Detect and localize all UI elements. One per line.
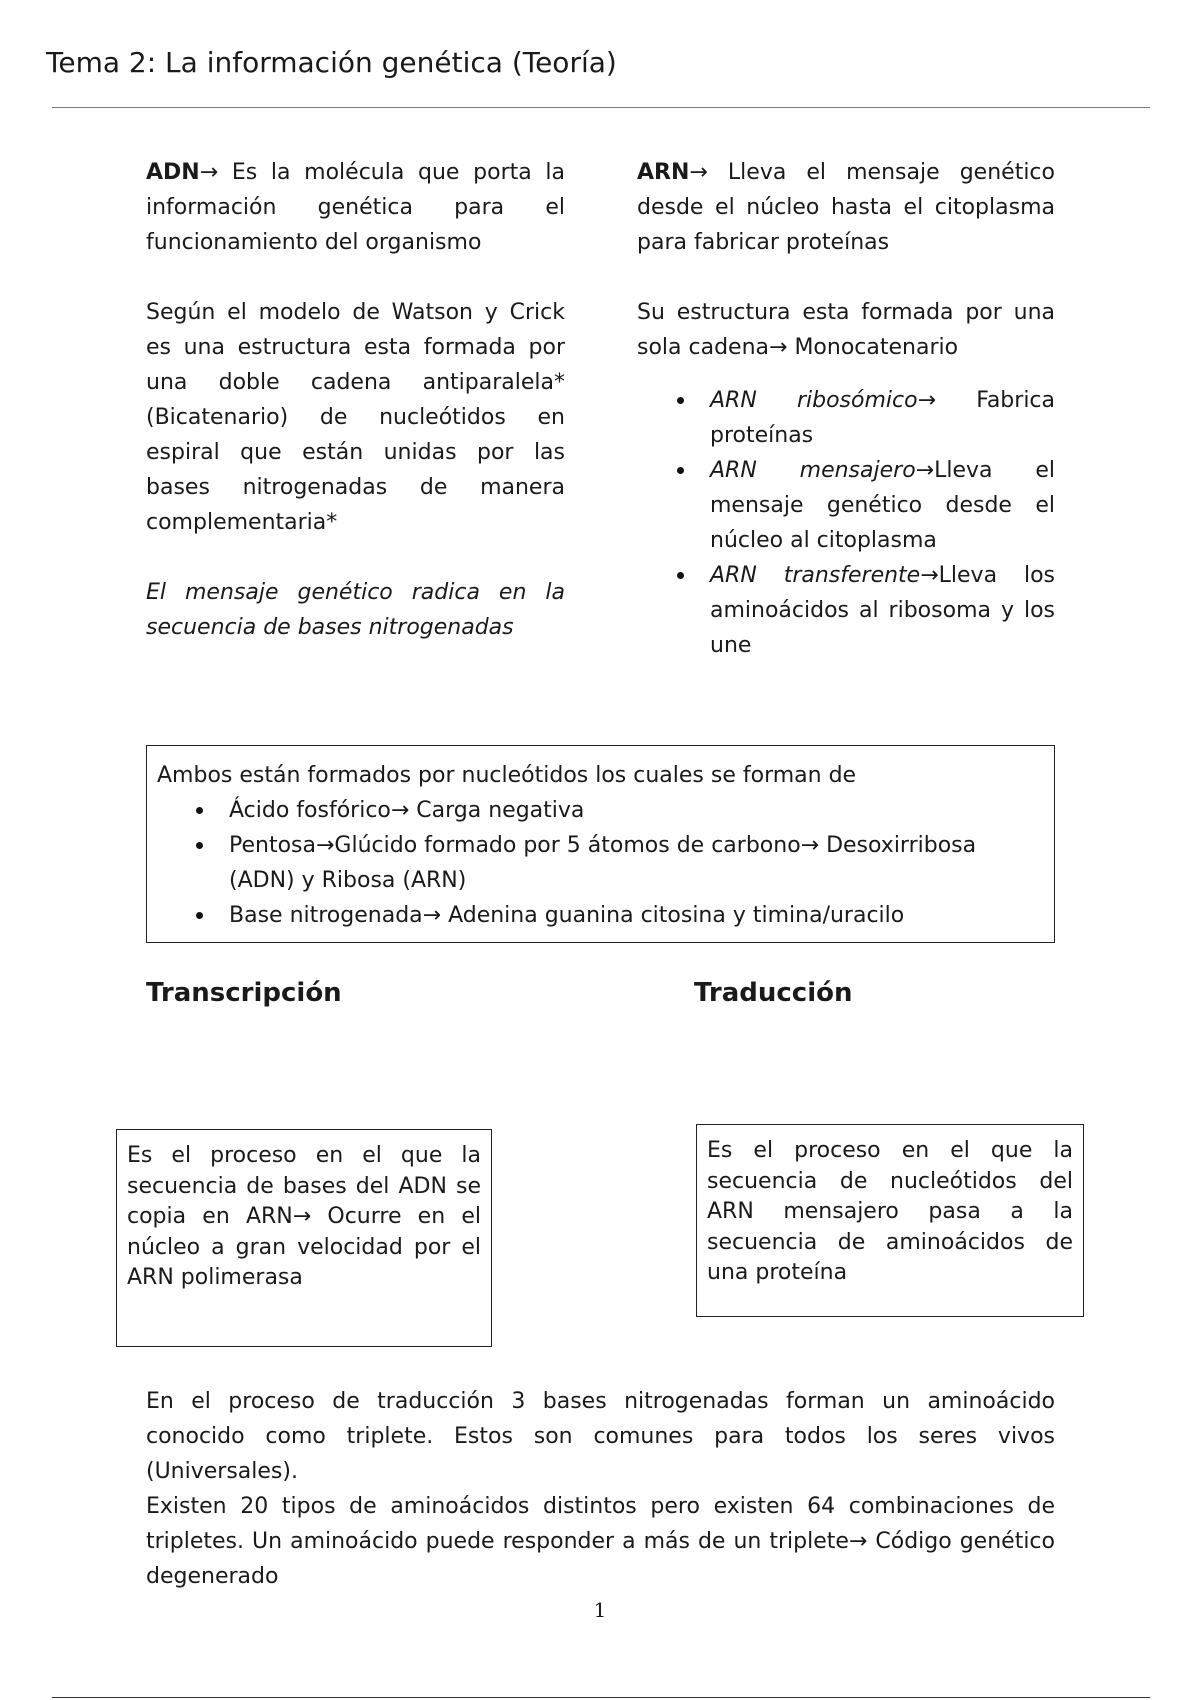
genetic-code-paragraph: En el proceso de traducción 3 bases nitrogenadas forman un aminoácido conocido como triplete. Estos son comunes para todos los seres vivos (Universales).: [146, 1389, 1055, 1484]
list-item: Base nitrogenada→ Adenina guanina citosina y timina/uracilo: [229, 898, 1044, 933]
traduccion-heading: Traducción: [694, 978, 853, 1008]
adn-note-text: El mensaje genético radica en la secuencia de bases nitrogenadas: [146, 580, 565, 640]
arn-type-name: ARN ribosómico: [710, 388, 918, 413]
arn-definition: [637, 155, 1055, 260]
nucleotides-box: [146, 745, 1055, 943]
list-item: [710, 383, 1055, 453]
arn-structure: Su estructura esta formada por una sola cadena→ Monocatenario: [637, 300, 1055, 360]
arn-definition-text: Lleva el mensaje genético desde el núcleo hasta el citoplasma para fabricar proteínas: [637, 160, 1055, 255]
genetic-code-paragraph: Existen 20 tipos de aminoácidos distintos pero existen 64 combinaciones de tripletes. Un aminoácido puede responder a más de un triplete→ Código genético degenerado: [146, 1494, 1055, 1589]
adn-model: Según el modelo de Watson y Crick es una estructura esta formada por una doble cadena antiparalela* (Bicatenario) de nucleótidos en espiral que están unidas por las bases nitrogenadas de manera complementaria*: [146, 300, 565, 535]
list-item: Pentosa→Glúcido formado por 5 átomos de carbono→ Desoxirribosa (ADN) y Ribosa (ARN): [229, 828, 1044, 898]
page-title: Tema 2: La información genética (Teoría): [46, 46, 617, 79]
traduccion-box: Es el proceso en el que la secuencia de nucleótidos del ARN mensajero pasa a la secuencia de aminoácidos de una proteína: [696, 1124, 1084, 1317]
arn-type-desc: Lleva el mensaje genético desde el núcleo al citoplasma: [710, 458, 1055, 553]
arrow-icon: →: [915, 458, 935, 483]
arn-type-name: ARN transferente: [710, 563, 921, 588]
transcripcion-heading: Transcripción: [146, 978, 342, 1008]
adn-term: ADN: [146, 160, 200, 185]
adn-column: [146, 155, 565, 645]
adn-definition-text: Es la molécula que porta la información genética para el funcionamiento del organismo: [146, 160, 565, 255]
adn-definition: [146, 155, 565, 260]
arrow-icon: →: [199, 160, 219, 185]
arrow-icon: →: [689, 160, 708, 185]
arn-column: [637, 155, 1055, 663]
arn-type-desc: Lleva los aminoácidos al ribosoma y los une: [710, 563, 1055, 658]
arn-types-list: [637, 383, 1055, 663]
page-number: 1: [593, 1598, 607, 1622]
adn-note: [146, 575, 565, 645]
arn-type-desc: Fabrica proteínas: [710, 388, 1056, 448]
arrow-icon: →: [920, 563, 939, 588]
list-item: Ácido fosfórico→ Carga negativa: [229, 793, 1044, 828]
arn-term: ARN: [637, 160, 690, 185]
footer-divider: [52, 1697, 1150, 1698]
transcripcion-box: Es el proceso en el que la secuencia de bases del ADN se copia en ARN→ Ocurre en el núcleo a gran velocidad por el ARN polimerasa: [116, 1129, 492, 1347]
header-divider: [52, 107, 1150, 108]
arn-type-name: ARN mensajero: [710, 458, 916, 483]
genetic-code-text: [146, 1384, 1055, 1594]
list-item: [710, 453, 1055, 558]
nucleotides-intro: Ambos están formados por nucleótidos los cuales se forman de: [157, 763, 857, 788]
nucleotides-list: [157, 793, 1044, 933]
arrow-icon: →: [917, 388, 937, 413]
list-item: [710, 558, 1055, 663]
